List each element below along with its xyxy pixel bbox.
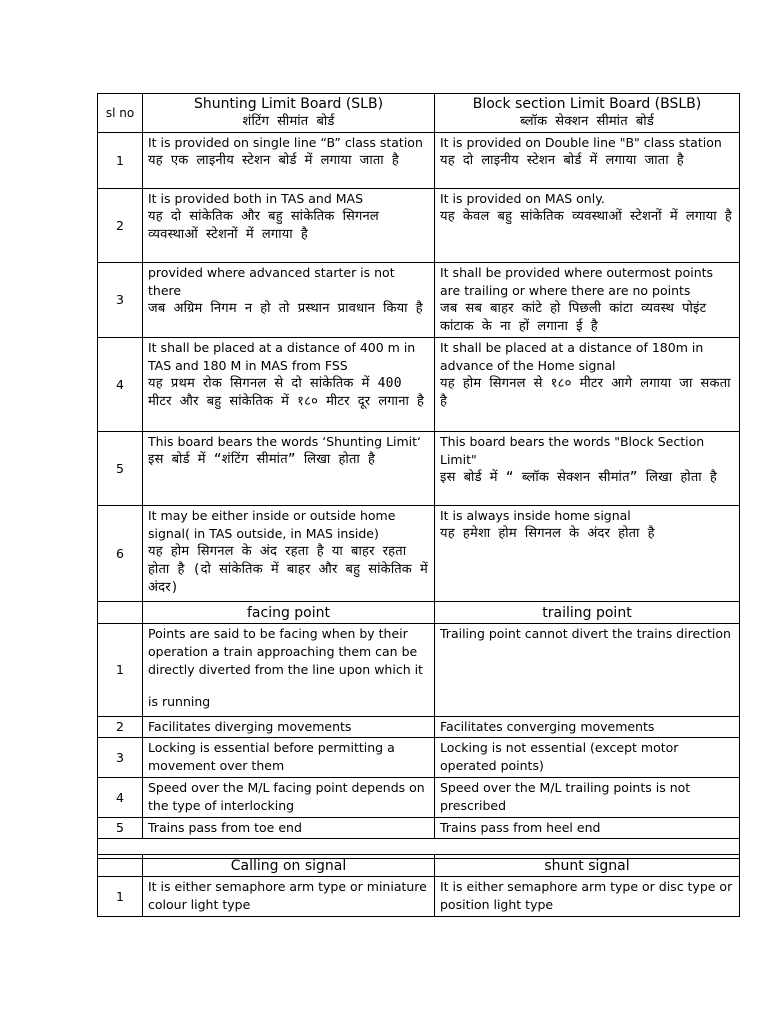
facing-cell: Trains pass from toe end bbox=[143, 818, 435, 839]
table-row bbox=[98, 818, 740, 839]
slb-text-hi: यह होम सिगनल के अंद रहता है या बाहर रहता होता है (दो सांकेतिक में बाहर और बहु सांकेतिक में अंदर) bbox=[148, 544, 428, 595]
empty-cell bbox=[98, 855, 143, 877]
facing-text: Points are said to be facing when by their operation a train approaching them can be directly diverted from the line upon which it bbox=[148, 626, 423, 677]
signal-comparison-table bbox=[97, 854, 740, 917]
slb-text-hi: यह दो सांकेतिक और बहु सांकेतिक सिगनल व्यवस्थाओं स्टेशनों में लगाया है bbox=[148, 209, 379, 242]
table-row bbox=[98, 506, 740, 602]
row-number: 2 bbox=[98, 189, 143, 263]
slb-header-hi: शंटिंग सीमांत बोर्ड bbox=[242, 114, 335, 129]
slb-text-en: It may be either inside or outside home signal( in TAS outside, in MAS inside) bbox=[148, 508, 396, 541]
table-row bbox=[98, 738, 740, 778]
row-number: 2 bbox=[98, 717, 143, 738]
facing-trailing-header-row bbox=[98, 602, 740, 624]
slb-cell bbox=[143, 133, 435, 189]
slb-text-hi: यह प्रथम रोक सिगनल से दो सांकेतिक में 400 मीटर और बहु सांकेतिक में १८० मीटर दूर लगाना है bbox=[148, 376, 425, 409]
trailing-cell: Locking is not essential (except motor operated points) bbox=[435, 738, 740, 778]
bslb-cell bbox=[435, 506, 740, 602]
row-number: 4 bbox=[98, 778, 143, 818]
row-number: 6 bbox=[98, 506, 143, 602]
facing-cell: Speed over the M/L facing point depends on the type of interlocking bbox=[143, 778, 435, 818]
row-number: 1 bbox=[98, 624, 143, 717]
slb-text-en: It is provided both in TAS and MAS bbox=[148, 191, 364, 206]
slb-text-en: This board bears the words ‘Shunting Limit‘ bbox=[148, 434, 422, 449]
sl-no-header: sl no bbox=[98, 94, 143, 133]
slb-header-en: Shunting Limit Board (SLB) bbox=[193, 96, 384, 112]
bslb-cell bbox=[435, 189, 740, 263]
slb-text-hi: जब अग्रिम निगम न हो तो प्रस्थान प्रावधान किया है bbox=[148, 301, 423, 316]
bslb-text-en: This board bears the words "Block Section Limit" bbox=[440, 434, 705, 467]
facing-text-tail: is running bbox=[148, 694, 211, 709]
shunt-signal-header: shunt signal bbox=[435, 855, 740, 877]
slb-text-hi: यह एक लाइनीय स्टेशन बोर्ड में लगाया जाता है bbox=[148, 153, 399, 168]
table-row bbox=[98, 432, 740, 506]
bslb-text-hi: यह केवल बहु सांकेतिक व्यवस्थाओं स्टेशनों में लगाया है bbox=[440, 209, 732, 224]
row-number: 1 bbox=[98, 877, 143, 917]
signal-header-row bbox=[98, 855, 740, 877]
row-number: 4 bbox=[98, 338, 143, 432]
shunt-cell: It is either semaphore arm type or disc type or position light type bbox=[435, 877, 740, 917]
slb-text-en: It shall be placed at a distance of 400 m in TAS and 180 M in MAS from FSS bbox=[148, 340, 416, 373]
trailing-cell: Trains pass from heel end bbox=[435, 818, 740, 839]
bslb-text-en: It shall be placed at a distance of 180m in advance of the Home signal bbox=[440, 340, 704, 373]
slb-cell bbox=[143, 338, 435, 432]
trailing-cell: Facilitates converging movements bbox=[435, 717, 740, 738]
slb-cell bbox=[143, 506, 435, 602]
bslb-text-hi: यह दो लाइनीय स्टेशन बोर्ड में लगाया जाता है bbox=[440, 153, 684, 168]
facing-cell: Locking is essential before permitting a movement over them bbox=[143, 738, 435, 778]
bslb-cell bbox=[435, 338, 740, 432]
table-header-row bbox=[98, 94, 740, 133]
slb-bslb-table bbox=[97, 93, 740, 859]
trailing-cell: Speed over the M/L trailing points is not prescribed bbox=[435, 778, 740, 818]
table-row bbox=[98, 133, 740, 189]
bslb-text-en: It is provided on Double line "B" class station bbox=[440, 135, 722, 150]
row-number: 5 bbox=[98, 432, 143, 506]
calling-on-signal-header: Calling on signal bbox=[143, 855, 435, 877]
facing-cell bbox=[143, 624, 435, 717]
bslb-header-hi: ब्लॉक सेक्शन सीमांत बोर्ड bbox=[519, 114, 655, 129]
row-number: 5 bbox=[98, 818, 143, 839]
slb-cell bbox=[143, 432, 435, 506]
bslb-text-hi: जब सब बाहर कांटे हो पिछली कांटा व्यवस्थ पोइंट कांटाक के ना हों लगाना ई है bbox=[440, 301, 707, 334]
slb-cell bbox=[143, 189, 435, 263]
row-number: 3 bbox=[98, 738, 143, 778]
bslb-header-en: Block section Limit Board (BSLB) bbox=[472, 96, 702, 112]
table-row bbox=[98, 263, 740, 338]
slb-text-en: provided where advanced starter is not there bbox=[148, 265, 395, 298]
bslb-cell bbox=[435, 432, 740, 506]
row-number: 1 bbox=[98, 133, 143, 189]
table-row bbox=[98, 877, 740, 917]
trailing-cell: Trailing point cannot divert the trains direction bbox=[435, 624, 740, 717]
row-number: 3 bbox=[98, 263, 143, 338]
bslb-cell bbox=[435, 133, 740, 189]
slb-header bbox=[143, 94, 435, 133]
slb-text-en: It is provided on single line “B” class station bbox=[148, 135, 423, 150]
table-row bbox=[98, 624, 740, 717]
table-row bbox=[98, 338, 740, 432]
bslb-text-hi: यह हमेशा होम सिगनल के अंदर होता है bbox=[440, 526, 655, 541]
slb-text-hi: इस बोर्ड में “शंटिंग सीमांत” लिखा होता है bbox=[148, 452, 376, 467]
bslb-text-hi: यह होम सिगनल से १८० मीटर आगे लगाया जा सकता है bbox=[440, 376, 731, 409]
table-row bbox=[98, 189, 740, 263]
table-row bbox=[98, 778, 740, 818]
bslb-text-en: It is always inside home signal bbox=[440, 508, 631, 523]
bslb-text-hi: इस बोर्ड में “ ब्लॉक सेक्शन सीमांत” लिखा होता है bbox=[440, 470, 717, 485]
empty-cell bbox=[98, 602, 143, 624]
bslb-header bbox=[435, 94, 740, 133]
facing-point-header: facing point bbox=[143, 602, 435, 624]
bslb-text-en: It is provided on MAS only. bbox=[440, 191, 605, 206]
trailing-point-header: trailing point bbox=[435, 602, 740, 624]
bslb-cell bbox=[435, 263, 740, 338]
bslb-text-en: It shall be provided where outermost points are trailing or where there are no points bbox=[440, 265, 714, 298]
table-row bbox=[98, 717, 740, 738]
calling-on-cell: It is either semaphore arm type or miniature colour light type bbox=[143, 877, 435, 917]
slb-cell bbox=[143, 263, 435, 338]
facing-cell: Facilitates diverging movements bbox=[143, 717, 435, 738]
